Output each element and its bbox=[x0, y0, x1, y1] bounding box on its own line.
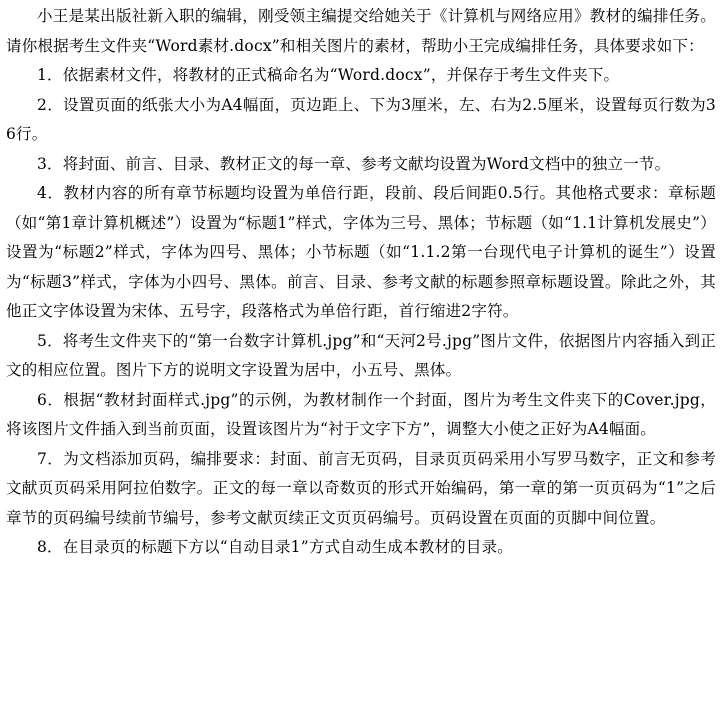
requirement-6: 6．根据“教材封面样式.jpg”的示例，为教材制作一个封面，图片为考生文件夹下的Cover.jpg，将该图片文件插入到当前页面，设置该图片为“衬于文字下方”，调整大小使之正好为A4幅面。 bbox=[6, 390, 716, 438]
intro-paragraph: 小王是某出版社新入职的编辑，刚受领主编提交给她关于《计算机与网络应用》教材的编排任务。请你根据考生文件夹“Word素材.docx”和相关图片的素材，帮助小王完成编排任务，具体要求如下： bbox=[6, 7, 716, 55]
requirement-8: 8．在目录页的标题下方以“自动目录1”方式自动生成本教材的目录。 bbox=[37, 538, 513, 556]
requirement-1: 1．依据素材文件，将教材的正式稿命名为“Word.docx”，并保存于考生文件夹下。 bbox=[37, 66, 620, 84]
requirement-7: 7．为文档添加页码，编排要求：封面、前言无页码，目录页页码采用小写罗马数字，正文和参考文献页页码采用阿拉伯数字。正文的每一章以奇数页的形式开始编码，第一章的第一页页码为“1”之后章节的页码编号续前节编号，参考文献页续正文页页码编号。页码设置在页面的页脚中间位置。 bbox=[6, 449, 716, 527]
requirement-3: 3．将封面、前言、目录、教材正文的每一章、参考文献均设置为Word文档中的独立一节。 bbox=[37, 154, 671, 173]
requirement-2: 2．设置页面的纸张大小为A4幅面，页边距上、下为3厘米，左、右为2.5厘米，设置每页行数为36行。 bbox=[6, 95, 716, 143]
requirement-4: 4．教材内容的所有章节标题均设置为单倍行距，段前、段后间距0.5行。其他格式要求：章标题（如“第1章计算机概述”）设置为“标题1”样式，字体为三号、黑体；节标题（如“1.1计算机发展史”）设置为“标题2”样式，字体为四号、黑体；小节标题（如“1.1.2第一台现代电子计算机的诞生”）设置为“标题3”样式，字体为小四号、黑体。前言、目录、参考文献的标题参照章标题设置。除此之外，其他正文字体设置为宋体、五号字，段落格式为单倍行距，首行缩进2字符。 bbox=[6, 184, 716, 320]
requirement-5: 5．将考生文件夹下的“第一台数字计算机.jpg”和“天河2号.jpg”图片文件，依据图片内容插入到正文的相应位置。图片下方的说明文字设置为居中，小五号、黑体。 bbox=[6, 331, 716, 379]
